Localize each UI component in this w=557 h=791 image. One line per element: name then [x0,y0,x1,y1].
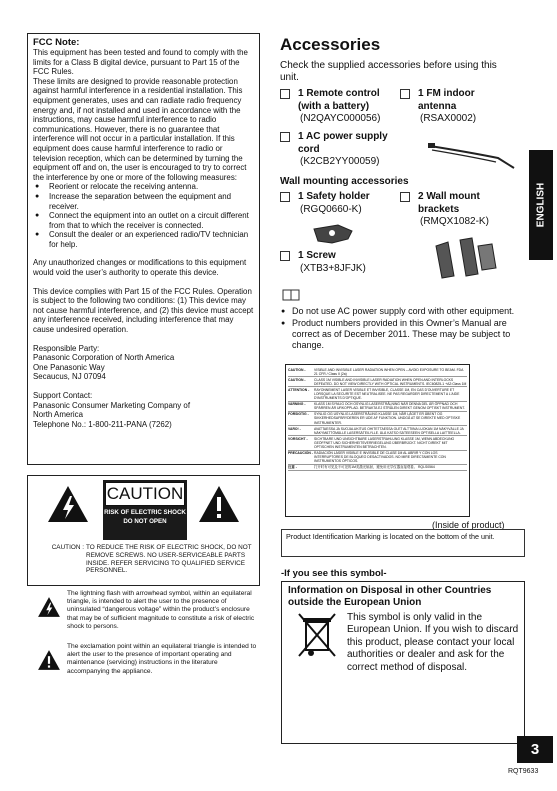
checkbox[interactable] [280,132,290,142]
fcc-paragraph: This device complies with Part 15 of the FCC Rules. Operation is subject to the following two conditions: (1) This device may not cause harmful interference, and (2) this device must accept any interference received, including interference that may cause undesired operation. [33,286,254,335]
page-number: 3 [517,736,553,763]
responsible-party-line: Secaucus, NJ 07094 [33,372,106,382]
document-code: RQT9633 [508,768,539,775]
lightning-warning-icon [37,596,61,618]
exclamation-symbol-description: The exclamation point within an equilateral triangle is intended to alert the user to the presence of important operating and maintenance (servicing) instructions in the literature accompanying the appliance. [27,643,260,683]
page-title: Accessories [280,35,381,54]
caution-note-label: CAUTION : [51,544,84,551]
caution-note [32,544,260,575]
fcc-note-box [27,33,260,465]
exclamation-warning-icon [37,649,61,671]
fm-antenna-icon [428,140,516,172]
responsible-party-title: Responsible Party: [33,343,100,353]
accessory-ac-cord: 1 AC power supply cord (K2CB2YY00059) [280,131,405,169]
wall-bracket-icon [432,236,502,280]
responsible-party-line: One Panasonic Way [33,362,105,372]
support-contact-line: North America [33,410,83,420]
lightning-warning-icon [46,484,90,524]
laser-warning-label: CAUTION - VISIBLE AND INVISIBLE LASER RADIATION WHEN OPEN – AVOID EXPOSURE TO BEAM. FDA 21 CFR / Class II (2a) CAUTION - CLASS 1M VISIBLE AND INVISIBLE LASER RADIATION WHEN OPEN AND INTERLOCKS DEFEATED. DO NOT VIEW DIRECTLY WITH OPTICAL INSTRUMENTS. IEC60825-1 +A2:Class 1M ATTENTION - RAYONNEMENT LASER VISIBLE ET INVISIBLE, CLASSE 1M, EN CAS D'OUVERTURE ET LORSQUE LA SECURITE EST NEUTRALISEE. NE PAS REGARDER DIRECTEMENT A L'AIDE D'INSTRUMENTS D'OPTIQUE. VARNING - KLASS 1M SYNLIG OCH OSYNLIG LASERSTRÅLNING NÄR DENNA DEL ÄR ÖPPNAD OCH SPÄRREN ÄR URKOPPLAD. BETRAKTA EJ STRÅLEN DIREKT GENOM OPTISKT INSTRUMENT. FORSIGTIG - SYNLIG OG USYNLIG LASERSTRÅLING KLASSE 1M, NÅR LÅGET ER ÅBENT OG SIKKERHEDSAFBRYDEREN ER UDE AF FUNKTION. UNDGÅ AT SE DIREKTE MED OPTISKE INSTRUMENTER. VARO! - AVATTAESSA JA SUOJALUKITUS OHITETTAESSA OLET ALTTIINA LUOKAN 1M NÄKYVÄLLE JA NÄKYMÄTTÖMÄLLE LASERSÄTEILYLLE. ÄLÄ KATSO SÄTEESEEN OPTISELLA LAITTEELLA. VORSICHT - SICHTBARE UND UNSICHTBARE LASERSTRAHLUNG KLASSE 1M, WENN ABDECKUNG GEÖFFNET UND SICHERHEITSVERRIEGELUNG ÜBERBRÜCKT. NICHT DIREKT MIT OPTISCHEN INSTRUMENTEN BETRACHTEN. PRECAUCIÓN - RADIACIÓN LÁSER VISIBLE E INVISIBLE DE CLASE 1M AL ABRIR Y CON LOS INTERRUPTORES DE BLOQUEO DESACTIVADOS. NO MIRE DIRECTAMENTE CON INSTRUMENTOS ÓPTICOS. 注意 - 打开时有可见及不可见的1M类激光辐射，避免用光学仪器直接观看。 RQLS0564 [285,364,470,517]
list-item: ● Increase the separation between the equipment and receiver. [33,192,254,211]
product-id-note: Product Identification Marking is located on the bottom of the unit. [281,529,525,557]
exclamation-warning-icon [197,484,241,524]
caution-risk-text: RISK OF ELECTRIC SHOCK [104,509,186,516]
fcc-measures-list [33,182,254,249]
language-tab: ENGLISH [529,150,553,260]
list-item: ● Connect the equipment into an outlet on a circuit different from that to which the receiver is connected. [33,211,254,230]
fcc-title: FCC Note: [33,37,80,48]
list-item: ● Reorient or relocate the receiving antenna. [33,182,254,192]
fcc-paragraph: This equipment has been tested and found to comply with the limits for a Class B digital device, pursuant to Part 15 of the FCC Rules. [33,48,248,77]
list-item: ● Product numbers provided in this Owner’s Manual are correct as of December 2011. These may be subject to change. [280,318,525,351]
caution-box [27,475,260,586]
accessory-remote-control: 1 Remote control (with a battery) (N2QAYC000056) [280,88,400,126]
if-symbol-heading: -If you see this symbol- [281,568,387,579]
support-contact-line: Telephone No.: 1-800-211-PANA (7262) [33,419,172,429]
disposal-body: This symbol is only valid in the European Union. If you wish to discard this product, please contact your local authorities or dealer and ask for the correct method of disposal. [347,612,519,673]
caution-do-not-open: DO NOT OPEN [123,518,167,525]
checkbox[interactable] [400,89,410,99]
book-icon [282,289,300,301]
accessory-notes [280,306,525,352]
support-contact-title: Support Contact: [33,391,93,400]
checkbox[interactable] [280,192,290,202]
fcc-paragraph: Any unauthorized changes or modifications to this equipment would void the user’s authority to operate this device. [33,258,247,278]
checkbox[interactable] [280,251,290,261]
list-item: ● Consult the dealer or an experienced radio/TV technician for help. [33,230,254,249]
list-item: ● Do not use AC power supply cord with other equipment. [280,306,525,317]
label-caption: (Inside of product) [432,520,505,530]
support-contact-line: Panasonic Consumer Marketing Company of [33,400,191,410]
lightning-symbol-description: The lightning flash with arrowhead symbol, within an equilateral triangle, is intended to alert the user to the presence of uninsulated “dangerous voltage” within the product’s enclosure that may be of sufficient magnitude to constitute a risk of electric shock to persons. [27,590,260,638]
fcc-paragraph: These limits are designed to provide reasonable protection against harmful interference in a residential installation. This equipment generates, uses and can radiate radio frequency energy and, if not installed and used in accordance with the instructions, may cause harmful interference to radio communications. However, there is no guarantee that interference will not occur in a particular installation. If this equipment does cause harmful interference to radio or television reception, which can be determined by turning the equipment off and on, the user is encouraged to try to correct the interference by one or more of the following measures: [33,76,247,182]
caution-label [103,480,187,540]
safety-holder-icon [312,221,354,247]
caution-note-text: TO REDUCE THE RISK OF ELECTRIC SHOCK, DO NOT REMOVE SCREWS. NO USER-SERVICEABLE PARTS INSIDE. REFER SERVICING TO QUALIFIED SERVICE PERSONNEL. [86,544,252,575]
crossed-bin-icon [297,612,337,660]
accessory-safety-holder: 1 Safety holder (RGQ0660-K) [280,191,395,216]
disposal-title: Information on Disposal in other Countries outside the European Union [288,585,492,608]
accessories-intro: Check the supplied accessories before using this unit. [280,60,497,83]
accessory-screw: 1 Screw (XTB3+8JFJK) [280,250,400,275]
checkbox[interactable] [400,192,410,202]
disposal-info-box [281,581,525,744]
caution-heading: CAUTION [105,482,185,506]
responsible-party-line: Panasonic Corporation of North America [33,353,175,363]
checkbox[interactable] [280,89,290,99]
accessory-fm-antenna: 1 FM indoor antenna (RSAX0002) [400,88,510,126]
accessory-wall-brackets: 2 Wall mount brackets (RMQX1082-K) [400,191,515,229]
wall-mount-title: Wall mounting accessories [280,176,409,187]
